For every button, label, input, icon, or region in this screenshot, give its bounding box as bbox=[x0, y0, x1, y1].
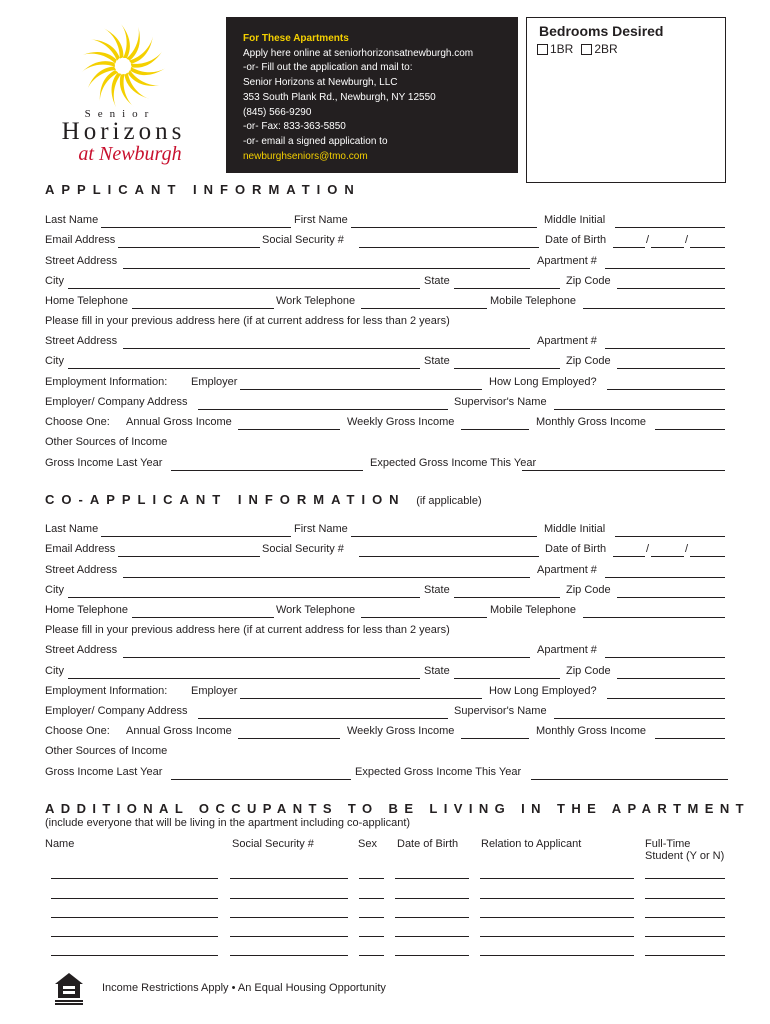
coapplicant-city-row bbox=[45, 584, 725, 600]
occupant-relation-field[interactable] bbox=[480, 878, 634, 879]
co-prev-zip-label: Zip Code bbox=[566, 665, 611, 677]
dob-separator: / bbox=[646, 543, 650, 555]
applicant-street-row bbox=[45, 255, 725, 271]
state-field[interactable] bbox=[454, 288, 560, 289]
occupant-relation-field[interactable] bbox=[480, 936, 634, 937]
email-field[interactable] bbox=[118, 247, 260, 248]
co-middle-initial-field[interactable] bbox=[615, 536, 725, 537]
dob-label: Date of Birth bbox=[545, 234, 607, 246]
expected-income-field[interactable] bbox=[522, 470, 725, 471]
co-prev-apartment-label: Apartment # bbox=[537, 644, 597, 656]
logo-horizons-text: Horizons bbox=[61, 118, 186, 145]
coapplicant-title-text: CO-APPLICANT INFORMATION bbox=[45, 492, 406, 507]
ssn-label: Social Security # bbox=[262, 234, 344, 246]
supervisor-label: Supervisor's Name bbox=[454, 396, 547, 408]
checkbox-2br[interactable] bbox=[581, 44, 592, 55]
co-dob-day-field[interactable] bbox=[651, 556, 684, 557]
occupant-relation-field[interactable] bbox=[480, 898, 634, 899]
co-previous-address-note: Please fill in your previous address here (if at current address for less than 2 years) bbox=[45, 624, 450, 636]
middle-initial-label: Middle Initial bbox=[544, 214, 606, 226]
applicant-prev-note-row bbox=[45, 315, 725, 331]
prev-apartment-label: Apartment # bbox=[537, 335, 597, 347]
bedroom-option-1br[interactable] bbox=[537, 42, 573, 56]
annual-income-field[interactable] bbox=[238, 429, 340, 430]
apartment-label: Apartment # bbox=[537, 255, 597, 267]
co-state-label: State bbox=[424, 584, 450, 596]
co-zip-label: Zip Code bbox=[566, 584, 611, 596]
prev-city-field[interactable] bbox=[68, 368, 420, 369]
co-apartment-field[interactable] bbox=[605, 577, 725, 578]
mobile-phone-label: Mobile Telephone bbox=[490, 295, 577, 307]
coapplicant-employment-row bbox=[45, 685, 725, 701]
co-gross-last-year-field[interactable] bbox=[171, 779, 351, 780]
other-income-label: Other Sources of Income bbox=[45, 436, 168, 448]
co-home-phone-label: Home Telephone bbox=[45, 604, 128, 616]
coapplicant-phone-row bbox=[45, 604, 725, 620]
expected-income-label: Expected Gross Income This Year bbox=[370, 457, 537, 469]
prev-apartment-field[interactable] bbox=[605, 348, 725, 349]
occupant-name-field[interactable] bbox=[51, 955, 218, 956]
street-label: Street Address bbox=[45, 255, 118, 267]
col-header-fulltime: Full-Time bbox=[645, 838, 691, 850]
dob-separator: / bbox=[685, 543, 689, 555]
co-prev-state-field[interactable] bbox=[454, 678, 560, 679]
checkbox-1br[interactable] bbox=[537, 44, 548, 55]
co-work-phone-field[interactable] bbox=[361, 617, 487, 618]
apartment-field[interactable] bbox=[605, 268, 725, 269]
occupant-ssn-field[interactable] bbox=[230, 936, 348, 937]
first-name-field[interactable] bbox=[351, 227, 537, 228]
co-choose-one-label: Choose One: bbox=[45, 725, 110, 737]
co-prev-state-label: State bbox=[424, 665, 450, 677]
employer-address-label: Employer/ Company Address bbox=[45, 396, 188, 408]
co-prev-street-field[interactable] bbox=[123, 657, 530, 658]
employment-info-label: Employment Information: bbox=[45, 376, 168, 388]
occupant-sex-field[interactable] bbox=[359, 936, 384, 937]
co-ssn-label: Social Security # bbox=[262, 543, 344, 555]
co-dob-month-field[interactable] bbox=[613, 556, 645, 557]
instructions-heading: For These Apartments bbox=[243, 33, 349, 44]
choose-one-label: Choose One: bbox=[45, 416, 110, 428]
co-monthly-income-field[interactable] bbox=[655, 738, 725, 739]
coapplicant-employer-address-row bbox=[45, 705, 725, 721]
monthly-income-label: Monthly Gross Income bbox=[536, 416, 647, 428]
co-zip-field[interactable] bbox=[617, 597, 725, 598]
home-phone-field[interactable] bbox=[132, 308, 274, 309]
bedroom-option-label: 1BR bbox=[550, 42, 574, 56]
col-header-sex: Sex bbox=[358, 838, 377, 850]
gross-last-year-field[interactable] bbox=[171, 470, 363, 471]
street-field[interactable] bbox=[123, 268, 530, 269]
occupant-sex-field[interactable] bbox=[359, 955, 384, 956]
employer-address-field[interactable] bbox=[198, 409, 448, 410]
coapplicant-subtitle: (if applicable) bbox=[416, 495, 482, 507]
dob-day-field[interactable] bbox=[651, 247, 684, 248]
co-city-field[interactable] bbox=[68, 597, 420, 598]
coapplicant-prev-city-row bbox=[45, 665, 725, 681]
applicant-name-row bbox=[45, 214, 725, 230]
prev-city-label: City bbox=[45, 355, 64, 367]
co-employer-address-label: Employer/ Company Address bbox=[45, 705, 188, 717]
coapplicant-email-row bbox=[45, 543, 725, 559]
co-annual-income-field[interactable] bbox=[238, 738, 340, 739]
zip-label: Zip Code bbox=[566, 275, 611, 287]
footer bbox=[54, 972, 754, 1006]
gross-last-year-label: Gross Income Last Year bbox=[45, 457, 163, 469]
dob-year-field[interactable] bbox=[690, 247, 725, 248]
dob-separator: / bbox=[646, 234, 650, 246]
prev-street-label: Street Address bbox=[45, 335, 118, 347]
instructions-line: -or- Fax: 833-363-5850 bbox=[243, 121, 346, 133]
co-middle-initial-label: Middle Initial bbox=[544, 523, 606, 535]
work-phone-label: Work Telephone bbox=[276, 295, 356, 307]
equal-housing-opportunity-icon bbox=[54, 972, 84, 1006]
occupant-relation-field[interactable] bbox=[480, 955, 634, 956]
co-supervisor-label: Supervisor's Name bbox=[454, 705, 547, 717]
middle-initial-field[interactable] bbox=[615, 227, 725, 228]
co-street-field[interactable] bbox=[123, 577, 530, 578]
city-label: City bbox=[45, 275, 64, 287]
co-mobile-phone-field[interactable] bbox=[583, 617, 725, 618]
last-name-label: Last Name bbox=[45, 214, 99, 226]
co-ssn-field[interactable] bbox=[359, 556, 539, 557]
employer-label: Employer bbox=[191, 376, 238, 388]
employer-field[interactable] bbox=[240, 389, 482, 390]
co-expected-income-field[interactable] bbox=[531, 779, 728, 780]
prev-street-field[interactable] bbox=[123, 348, 530, 349]
occupant-fulltime-field[interactable] bbox=[645, 936, 725, 937]
logo-newburgh-text: at Newburgh bbox=[78, 143, 182, 165]
instructions-line: (845) 566-9290 bbox=[243, 106, 312, 118]
occupant-fulltime-field[interactable] bbox=[645, 898, 725, 899]
weekly-income-label: Weekly Gross Income bbox=[347, 416, 455, 428]
zip-field[interactable] bbox=[617, 288, 725, 289]
co-how-long-field[interactable] bbox=[607, 698, 725, 699]
co-last-name-field[interactable] bbox=[101, 536, 291, 537]
co-prev-street-label: Street Address bbox=[45, 644, 118, 656]
sunburst-icon bbox=[78, 20, 168, 108]
co-prev-city-field[interactable] bbox=[68, 678, 420, 679]
instructions-line: Apply here online at seniorhorizonsatnewburgh.com bbox=[243, 47, 474, 59]
annual-income-label: Annual Gross Income bbox=[126, 416, 232, 428]
co-work-phone-label: Work Telephone bbox=[276, 604, 356, 616]
co-apartment-label: Apartment # bbox=[537, 564, 597, 576]
co-dob-label: Date of Birth bbox=[545, 543, 607, 555]
col-header-ssn: Social Security # bbox=[232, 838, 314, 850]
footer-text: Income Restrictions Apply • An Equal Housing Opportunity bbox=[102, 982, 386, 994]
occupant-ssn-field[interactable] bbox=[230, 878, 348, 879]
co-first-name-label: First Name bbox=[294, 523, 348, 535]
co-home-phone-field[interactable] bbox=[132, 617, 274, 618]
occupant-dob-field[interactable] bbox=[395, 936, 469, 937]
last-name-field[interactable] bbox=[101, 227, 291, 228]
occupants-section-title: ADDITIONAL OCCUPANTS TO BE LIVING IN THE APARTMENT bbox=[45, 801, 750, 816]
occupant-relation-field[interactable] bbox=[480, 917, 634, 918]
ssn-field[interactable] bbox=[359, 247, 539, 248]
occupant-dob-field[interactable] bbox=[395, 917, 469, 918]
occupant-name-field[interactable] bbox=[51, 878, 218, 879]
occupant-ssn-field[interactable] bbox=[230, 917, 348, 918]
co-mobile-phone-label: Mobile Telephone bbox=[490, 604, 577, 616]
co-prev-apartment-field[interactable] bbox=[605, 657, 725, 658]
applicant-income-row bbox=[45, 416, 725, 432]
co-other-income-label: Other Sources of Income bbox=[45, 745, 168, 757]
state-label: State bbox=[424, 275, 450, 287]
monthly-income-field[interactable] bbox=[655, 429, 725, 430]
co-how-long-label: How Long Employed? bbox=[489, 685, 597, 697]
occupant-fulltime-field[interactable] bbox=[645, 955, 725, 956]
applicant-city-row bbox=[45, 275, 725, 291]
prev-zip-label: Zip Code bbox=[566, 355, 611, 367]
co-last-name-label: Last Name bbox=[45, 523, 99, 535]
col-header-name: Name bbox=[45, 838, 75, 850]
co-dob-year-field[interactable] bbox=[690, 556, 725, 557]
bedrooms-desired-box bbox=[526, 17, 726, 183]
bedrooms-title: Bedrooms Desired bbox=[539, 23, 664, 39]
co-employment-info-label: Employment Information: bbox=[45, 685, 168, 697]
co-email-label: Email Address bbox=[45, 543, 116, 555]
dob-separator: / bbox=[685, 234, 689, 246]
co-prev-city-label: City bbox=[45, 665, 64, 677]
occupant-name-field[interactable] bbox=[51, 936, 218, 937]
city-field[interactable] bbox=[68, 288, 420, 289]
dob-month-field[interactable] bbox=[613, 247, 645, 248]
co-supervisor-field[interactable] bbox=[554, 718, 725, 719]
col-header-relation: Relation to Applicant bbox=[481, 838, 582, 850]
how-long-label: How Long Employed? bbox=[489, 376, 597, 388]
occupants-subtitle: (include everyone that will be living in the apartment including co-applicant) bbox=[45, 817, 411, 829]
occupant-fulltime-field[interactable] bbox=[645, 917, 725, 918]
instructions-line: Senior Horizons at Newburgh, LLC bbox=[243, 77, 398, 89]
email-label: Email Address bbox=[45, 234, 116, 246]
senior-horizons-logo bbox=[30, 20, 210, 180]
col-header-fulltime-sub: Student (Y or N) bbox=[645, 850, 725, 862]
occupant-name-field[interactable] bbox=[51, 898, 218, 899]
first-name-label: First Name bbox=[294, 214, 348, 226]
co-employer-address-field[interactable] bbox=[198, 718, 448, 719]
work-phone-field[interactable] bbox=[361, 308, 487, 309]
prev-zip-field[interactable] bbox=[617, 368, 725, 369]
coapplicant-name-row bbox=[45, 523, 725, 539]
application-instructions-box bbox=[226, 17, 518, 173]
occupant-name-field[interactable] bbox=[51, 917, 218, 918]
previous-address-note: Please fill in your previous address here (if at current address for less than 2 years) bbox=[45, 315, 450, 327]
occupant-dob-field[interactable] bbox=[395, 878, 469, 879]
coapplicant-gross-income-row bbox=[45, 766, 725, 782]
logo-senior-text: Senior bbox=[84, 108, 156, 120]
applicant-prev-city-row bbox=[45, 355, 725, 371]
coapplicant-other-income-row bbox=[45, 745, 725, 761]
col-header-dob: Date of Birth bbox=[397, 838, 459, 850]
how-long-field[interactable] bbox=[607, 389, 725, 390]
occupant-fulltime-field[interactable] bbox=[645, 878, 725, 879]
applicant-gross-income-row bbox=[45, 457, 725, 473]
coapplicant-prev-note-row bbox=[45, 624, 725, 640]
coapplicant-income-row bbox=[45, 725, 725, 741]
instructions-line: -or- Fill out the application and mail to: bbox=[243, 62, 413, 74]
co-employer-label: Employer bbox=[191, 685, 238, 697]
co-monthly-income-label: Monthly Gross Income bbox=[536, 725, 647, 737]
bedroom-option-label: 2BR bbox=[594, 42, 618, 56]
occupant-ssn-field[interactable] bbox=[230, 898, 348, 899]
supervisor-field[interactable] bbox=[554, 409, 725, 410]
co-street-label: Street Address bbox=[45, 564, 118, 576]
co-state-field[interactable] bbox=[454, 597, 560, 598]
weekly-income-field[interactable] bbox=[461, 429, 529, 430]
applicant-phone-row bbox=[45, 295, 725, 311]
co-gross-last-year-label: Gross Income Last Year bbox=[45, 766, 163, 778]
instructions-line: 353 South Plank Rd., Newburgh, NY 12550 bbox=[243, 91, 436, 103]
occupant-sex-field[interactable] bbox=[359, 898, 384, 899]
co-expected-income-label: Expected Gross Income This Year bbox=[355, 766, 522, 778]
prev-state-field[interactable] bbox=[454, 368, 560, 369]
applicant-other-income-row bbox=[45, 436, 725, 452]
co-email-field[interactable] bbox=[118, 556, 260, 557]
instructions-email[interactable]: newburghseniors@tmo.com bbox=[243, 150, 368, 162]
mobile-phone-field[interactable] bbox=[583, 308, 725, 309]
applicant-employer-address-row bbox=[45, 396, 725, 412]
occupant-dob-field[interactable] bbox=[395, 898, 469, 899]
applicant-section-title: APPLICANT INFORMATION bbox=[45, 182, 361, 197]
co-employer-field[interactable] bbox=[240, 698, 482, 699]
occupant-sex-field[interactable] bbox=[359, 878, 384, 879]
co-prev-zip-field[interactable] bbox=[617, 678, 725, 679]
co-first-name-field[interactable] bbox=[351, 536, 537, 537]
home-phone-label: Home Telephone bbox=[45, 295, 128, 307]
occupant-sex-field[interactable] bbox=[359, 917, 384, 918]
coapplicant-section-title bbox=[45, 492, 482, 507]
applicant-prev-street-row bbox=[45, 335, 725, 351]
co-annual-income-label: Annual Gross Income bbox=[126, 725, 232, 737]
coapplicant-prev-street-row bbox=[45, 644, 725, 660]
co-city-label: City bbox=[45, 584, 64, 596]
instructions-line: -or- email a signed application to bbox=[243, 135, 388, 147]
occupant-dob-field[interactable] bbox=[395, 955, 469, 956]
prev-state-label: State bbox=[424, 355, 450, 367]
co-weekly-income-label: Weekly Gross Income bbox=[347, 725, 455, 737]
bedroom-option-2br[interactable] bbox=[581, 42, 617, 56]
co-weekly-income-field[interactable] bbox=[461, 738, 529, 739]
applicant-email-row bbox=[45, 234, 725, 250]
occupant-ssn-field[interactable] bbox=[230, 955, 348, 956]
coapplicant-street-row bbox=[45, 564, 725, 580]
applicant-employment-row bbox=[45, 376, 725, 392]
